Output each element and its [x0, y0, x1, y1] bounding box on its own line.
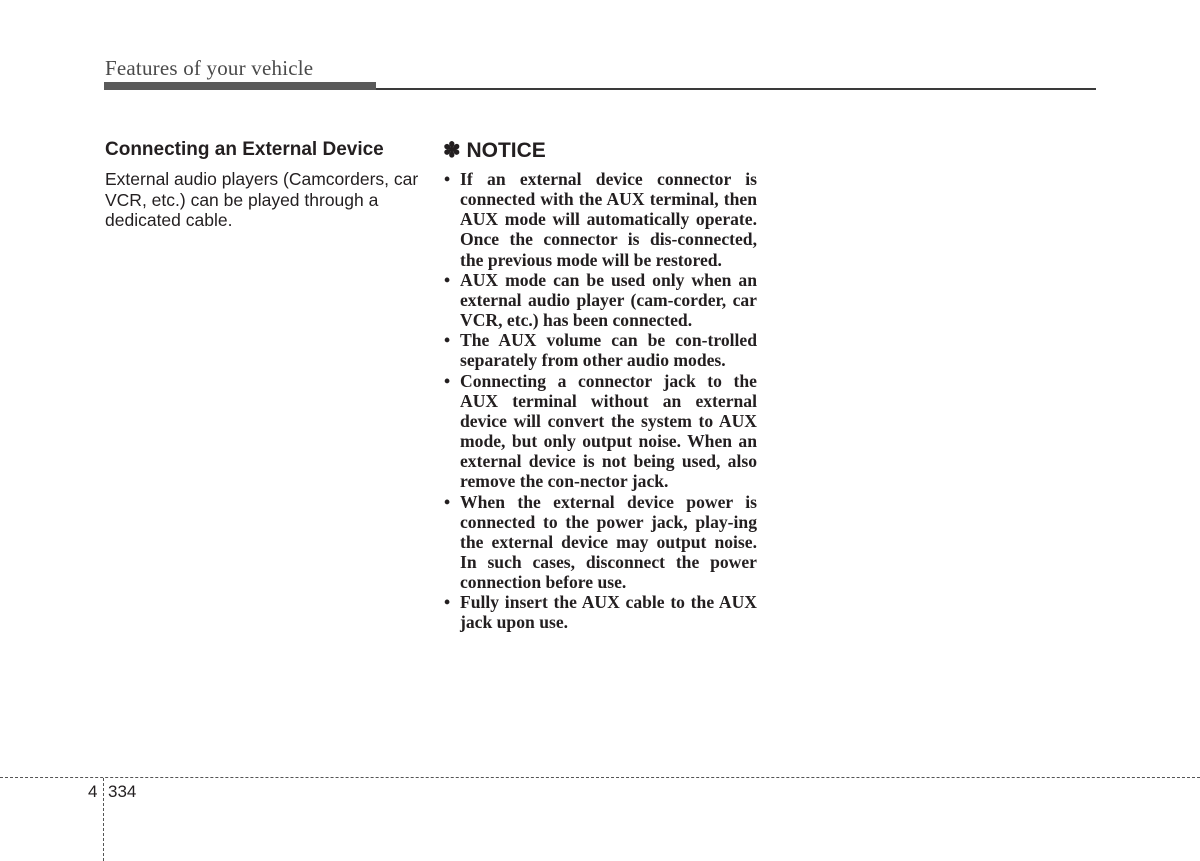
notice-item	[443, 592, 757, 632]
notice-list	[443, 169, 757, 633]
notice-item	[443, 169, 757, 270]
page-header-title: Features of your vehicle	[105, 56, 314, 80]
notice-item-text: The AUX volume can be con-trolled separately from other audio modes.	[460, 330, 757, 371]
notice-box	[443, 138, 757, 633]
notice-star-icon: ✽	[443, 139, 461, 162]
notice-item-text: When the external device power is connected to the power jack, play-ing the external device may output noise. In such cases, disconnect the power connection before use.	[460, 491, 757, 593]
footer-vertical-rule	[103, 778, 104, 861]
bullet-icon: •	[444, 269, 451, 290]
bullet-icon: •	[444, 592, 451, 613]
notice-heading	[443, 138, 757, 164]
notice-item-text: AUX mode can be used only when an external audio player (cam-corder, car VCR, etc.) has been connected.	[460, 269, 757, 331]
bullet-icon: •	[444, 330, 451, 351]
notice-item	[443, 371, 757, 492]
footer-rule	[0, 777, 1200, 778]
notice-item-text: If an external device connector is connected with the AUX terminal, then AUX mode will automatically operate. Once the connector is dis-connected, the previous mode will be restored.	[460, 169, 757, 270]
notice-item	[443, 330, 757, 370]
bullet-icon: •	[444, 370, 451, 391]
section-heading: Connecting an External Device	[105, 139, 384, 160]
external-device-section	[105, 138, 425, 231]
bullet-icon: •	[444, 169, 451, 189]
notice-item	[443, 270, 757, 330]
section-body: External audio players (Camcorders, car VCR, etc.) can be played through a dedicated cable.	[105, 169, 419, 230]
bullet-icon: •	[444, 491, 451, 512]
page-number: 334	[108, 782, 137, 801]
chapter-number: 4	[88, 782, 98, 801]
notice-item-text: Connecting a connector jack to the AUX terminal without an external device will convert the system to AUX mode, but only output noise. When an external device is not being used, also remove the con-nector jack.	[460, 370, 757, 492]
notice-item	[443, 492, 757, 593]
notice-heading-label: NOTICE	[466, 139, 546, 162]
header-rule-thin	[376, 88, 1096, 90]
notice-item-text: Fully insert the AUX cable to the AUX jack upon use.	[460, 592, 757, 633]
header-rule-thick	[104, 82, 376, 90]
